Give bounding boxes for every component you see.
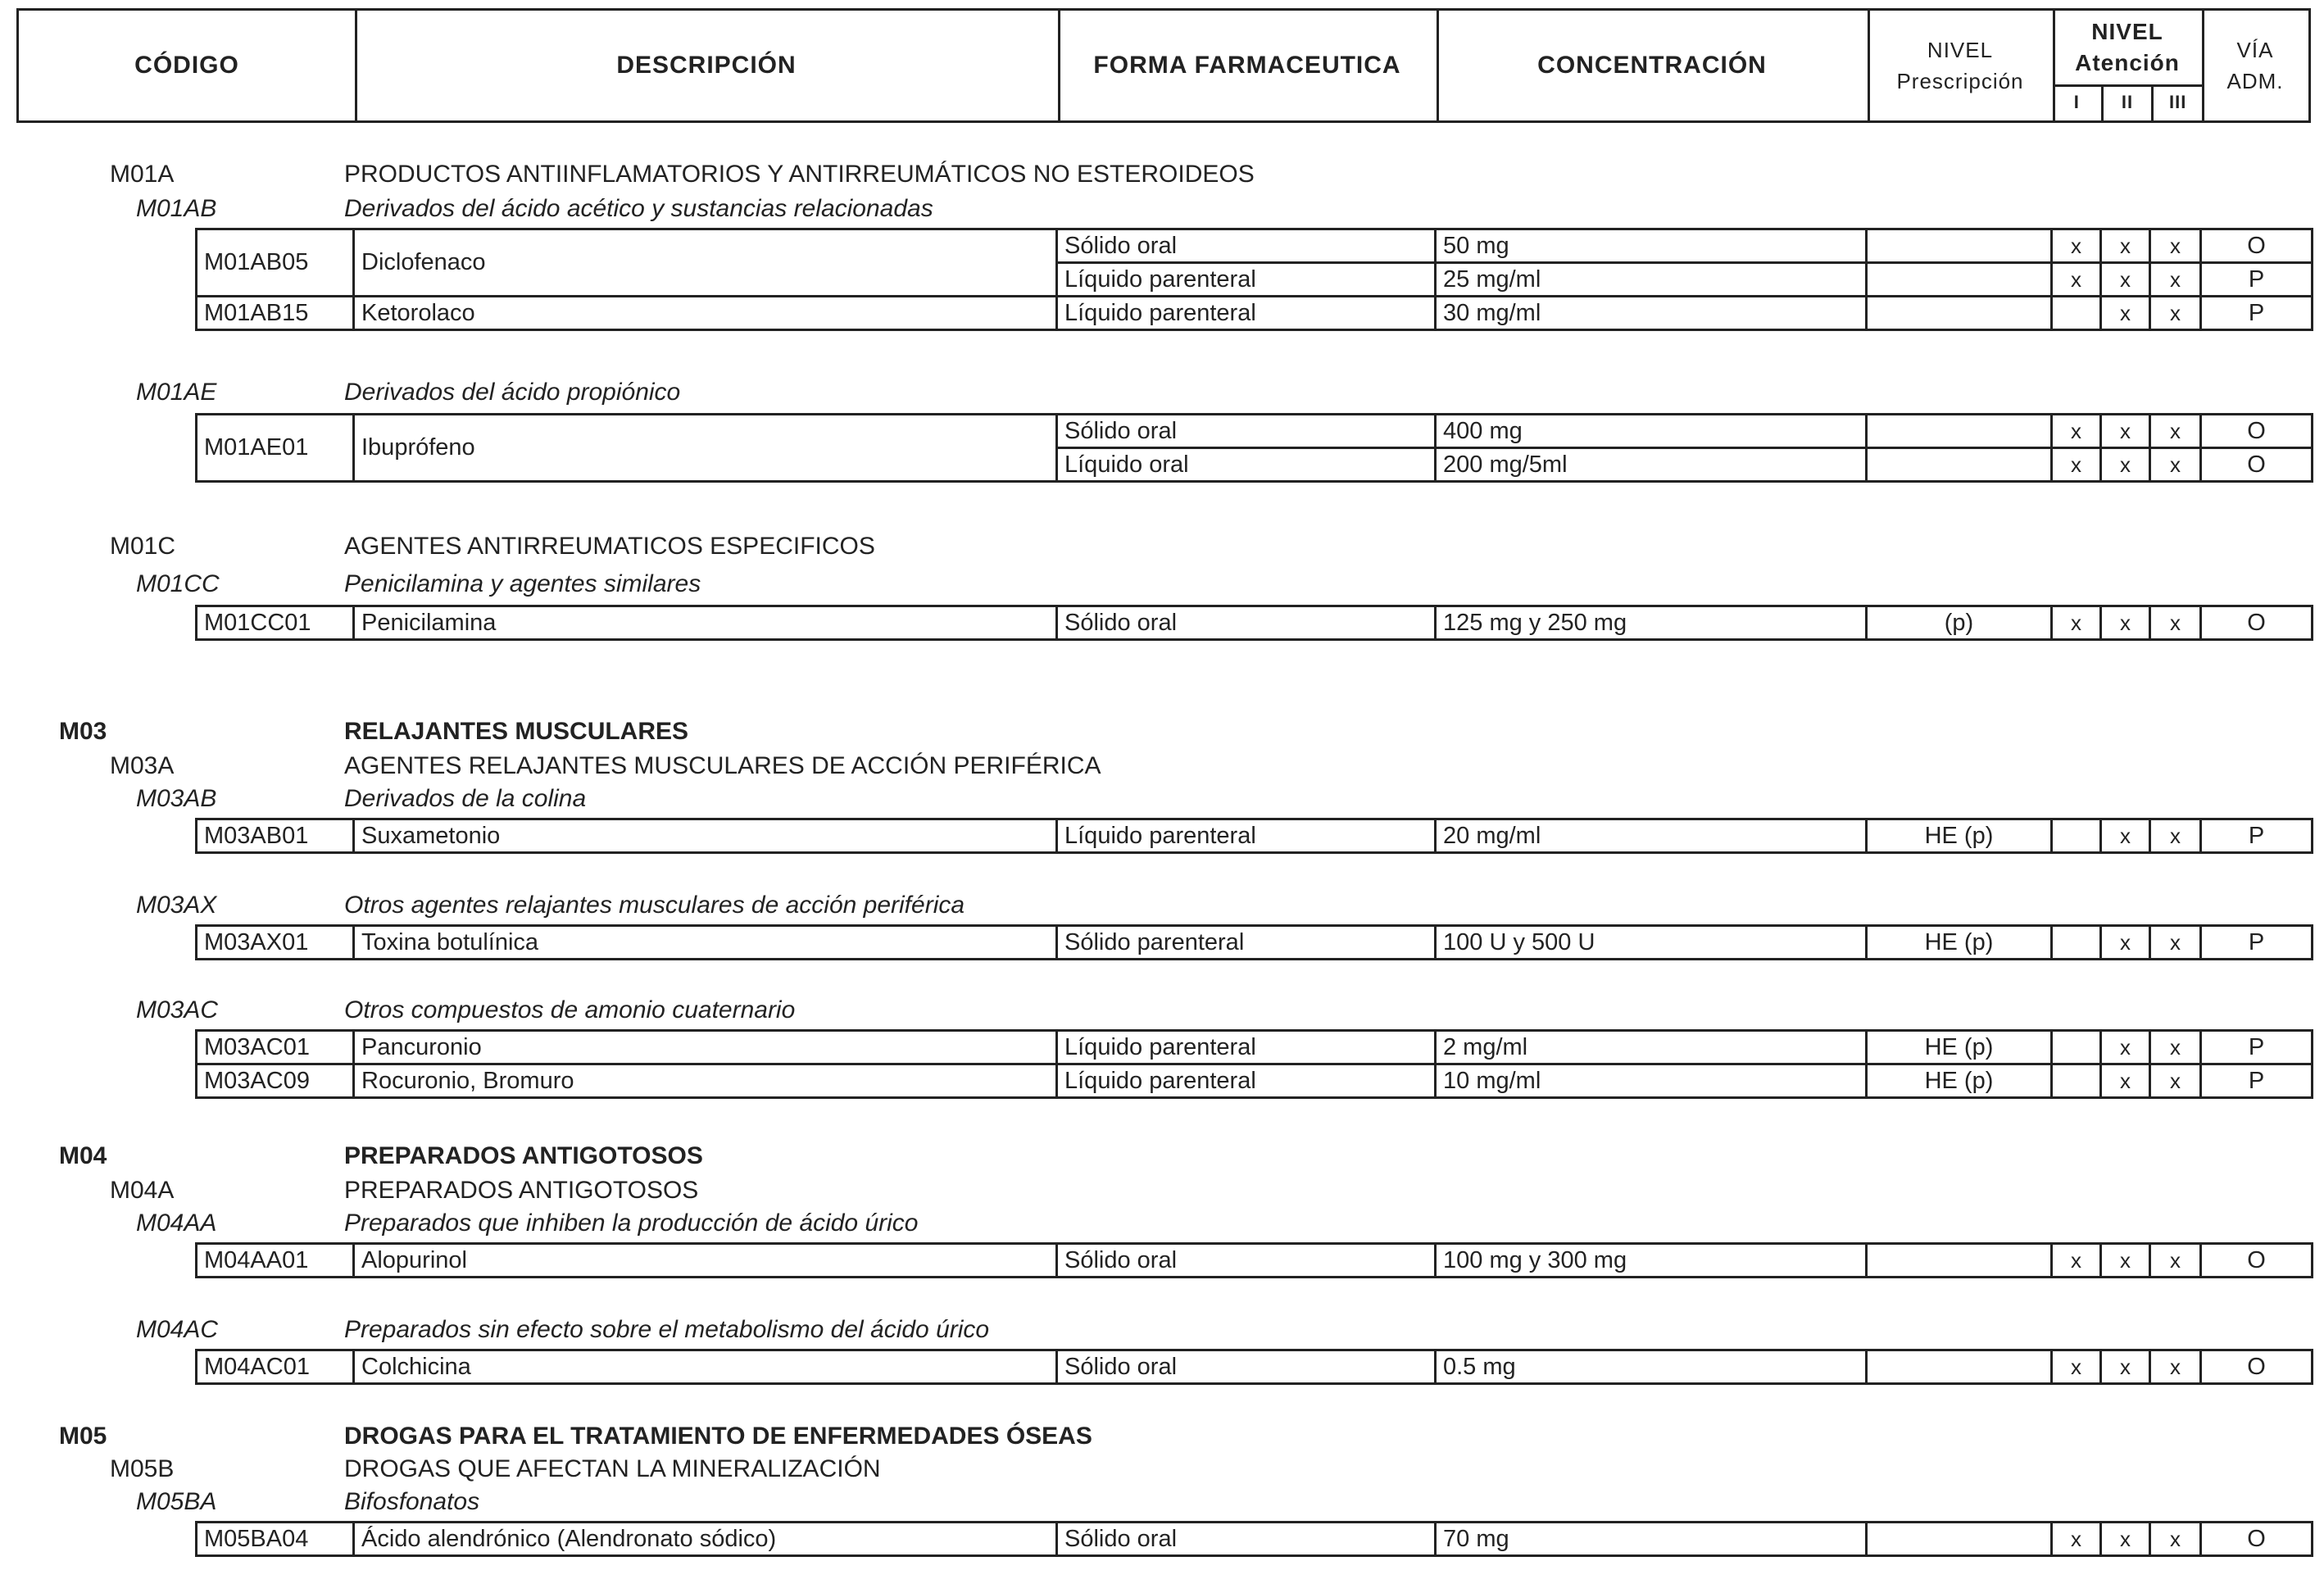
drug-nivel-ii: x [2101,415,2150,448]
header-descripcion: DESCRIPCIÓN [355,11,1060,120]
drug-via: P [2201,263,2313,297]
table-row [197,1244,2313,1278]
section-code: M03AC [136,996,219,1023]
header-atencion-i: I [2053,84,2104,120]
drug-nivel-prescripcion [1867,297,2052,330]
drug-concentracion: 70 mg [1436,1523,1867,1556]
table-row [197,1523,2313,1556]
drug-nivel-ii: x [2101,297,2150,330]
section-code: M04AC [136,1316,219,1343]
header-nivel-atencion [2053,11,2204,120]
drug-nivel-i: x [2052,1244,2101,1278]
drug-code: M01AB05 [197,229,354,297]
drug-concentracion: 10 mg/ml [1436,1064,1867,1098]
table-row [197,415,2313,448]
drug-code: M05BA04 [197,1523,354,1556]
drug-forma: Sólido oral [1057,415,1436,448]
drug-code: M04AA01 [197,1244,354,1278]
section-code: M05 [59,1423,107,1450]
drug-nivel-prescripcion: HE (p) [1867,926,2052,960]
drug-description: Rocuronio, Bromuro [354,1064,1057,1098]
drug-nivel-ii: x [2101,819,2150,853]
section-code: M03AB [136,785,217,812]
drug-nivel-ii: x [2101,606,2150,640]
drug-nivel-ii: x [2101,1031,2150,1064]
drug-nivel-i: x [2052,229,2101,263]
table-row [197,229,2313,263]
drug-nivel-prescripcion [1867,1523,2052,1556]
drug-nivel-prescripcion [1867,229,2052,263]
drug-description: Toxina botulínica [354,926,1057,960]
section-title: PRODUCTOS ANTIINFLAMATORIOS Y ANTIRREUMÁTICOS NO ESTEROIDEOS [344,161,1255,188]
drug-forma: Líquido parenteral [1057,1031,1436,1064]
drug-description: Penicilamina [354,606,1057,640]
header-via-line2: ADM. [2226,69,2284,93]
section-code: M03A [110,752,175,779]
drug-via: P [2201,819,2313,853]
table-row [197,1064,2313,1098]
drug-nivel-iii: x [2150,819,2201,853]
drug-nivel-ii: x [2101,1523,2150,1556]
section-code: M01AB [136,195,217,222]
drug-via: P [2201,297,2313,330]
drug-nivel-prescripcion: HE (p) [1867,1064,2052,1098]
drug-nivel-ii: x [2101,263,2150,297]
drug-via: O [2201,415,2313,448]
drug-forma: Sólido parenteral [1057,926,1436,960]
section-title: PREPARADOS ANTIGOTOSOS [344,1177,699,1204]
section-code: M01C [110,533,176,560]
drug-nivel-iii: x [2150,1523,2201,1556]
drug-nivel-ii: x [2101,229,2150,263]
drug-code: M01AE01 [197,415,354,482]
drug-nivel-iii: x [2150,606,2201,640]
drug-concentracion: 30 mg/ml [1436,297,1867,330]
drug-forma: Sólido oral [1057,606,1436,640]
section-code: M03AX [136,892,217,919]
drug-concentracion: 200 mg/5ml [1436,448,1867,482]
drug-nivel-iii: x [2150,415,2201,448]
drug-forma: Sólido oral [1057,1244,1436,1278]
drug-code: M04AC01 [197,1350,354,1384]
drug-description: Ketorolaco [354,297,1057,330]
section-title: DROGAS PARA EL TRATAMIENTO DE ENFERMEDADES ÓSEAS [344,1423,1092,1450]
drug-description: Ácido alendrónico (Alendronato sódico) [354,1523,1057,1556]
drug-nivel-i: x [2052,263,2101,297]
section-title: Derivados del ácido propiónico [344,379,681,406]
drug-nivel-iii: x [2150,926,2201,960]
drug-via: O [2201,1244,2313,1278]
drug-forma: Sólido oral [1057,1350,1436,1384]
section-code: M04AA [136,1210,217,1237]
section-code: M01A [110,161,175,188]
drug-concentracion: 100 U y 500 U [1436,926,1867,960]
drug-nivel-i: x [2052,1523,2101,1556]
section-code: M03 [59,718,107,745]
drug-nivel-i [2052,1064,2101,1098]
drug-nivel-i [2052,1031,2101,1064]
drug-nivel-iii: x [2150,448,2201,482]
section-title: Derivados de la colina [344,785,587,812]
header-nivel-prescripcion-line2: Prescripción [1896,69,2024,93]
drug-code: M01AB15 [197,297,354,330]
drug-via: O [2201,229,2313,263]
header-nivel-atencion-line1: NIVEL [2091,19,2163,44]
table-row [197,606,2313,640]
section-title: Preparados sin efecto sobre el metabolismo del ácido úrico [344,1316,990,1343]
drug-table-m01ab [195,228,2313,331]
table-row [197,1350,2313,1384]
section-title: Preparados que inhiben la producción de ácido úrico [344,1210,919,1237]
drug-nivel-i [2052,819,2101,853]
drug-via: O [2201,1350,2313,1384]
drug-forma: Líquido oral [1057,448,1436,482]
drug-nivel-i: x [2052,606,2101,640]
drug-table-m01ae [195,413,2313,483]
section-title: DROGAS QUE AFECTAN LA MINERALIZACIÓN [344,1455,881,1482]
drug-table-m05ba [195,1521,2313,1557]
header-atencion-iii: III [2169,92,2187,112]
drug-description: Alopurinol [354,1244,1057,1278]
drug-via: P [2201,1031,2313,1064]
drug-nivel-i: x [2052,448,2101,482]
drug-description: Diclofenaco [354,229,1057,297]
section-code: M05B [110,1455,175,1482]
drug-concentracion: 50 mg [1436,229,1867,263]
drug-description: Colchicina [354,1350,1057,1384]
drug-nivel-prescripcion: HE (p) [1867,1031,2052,1064]
header-nivel-prescripcion-line1: NIVEL [1927,38,1994,62]
section-code: M04A [110,1177,175,1204]
drug-description: Ibuprófeno [354,415,1057,482]
header-concentracion: CONCENTRACIÓN [1437,11,1870,120]
drug-forma: Líquido parenteral [1057,263,1436,297]
section-title: Otros agentes relajantes musculares de acción periférica [344,892,965,919]
drug-nivel-prescripcion [1867,448,2052,482]
section-title: Penicilamina y agentes similares [344,570,701,597]
section-code: M01AE [136,379,217,406]
drug-nivel-iii: x [2150,229,2201,263]
section-code: M05BA [136,1488,217,1515]
drug-code: M03AC01 [197,1031,354,1064]
table-header [16,8,2311,123]
drug-via: O [2201,448,2313,482]
section-title: Derivados del ácido acético y sustancias relacionadas [344,195,933,222]
header-via-line1: VÍA [2236,38,2274,62]
drug-forma: Sólido oral [1057,1523,1436,1556]
drug-nivel-prescripcion [1867,1244,2052,1278]
header-via-adm [2202,11,2308,120]
section-title: PREPARADOS ANTIGOTOSOS [344,1142,703,1169]
drug-nivel-prescripcion [1867,1350,2052,1384]
drug-concentracion: 0.5 mg [1436,1350,1867,1384]
drug-nivel-i: x [2052,1350,2101,1384]
drug-code: M01CC01 [197,606,354,640]
drug-nivel-iii: x [2150,1031,2201,1064]
drug-nivel-i: x [2052,415,2101,448]
drug-nivel-iii: x [2150,1244,2201,1278]
drug-nivel-ii: x [2101,1064,2150,1098]
drug-description: Suxametonio [354,819,1057,853]
header-nivel-atencion-line2: Atención [2075,50,2180,75]
header-forma: FORMA FARMACEUTICA [1058,11,1439,120]
drug-nivel-ii: x [2101,1244,2150,1278]
section-title: AGENTES RELAJANTES MUSCULARES DE ACCIÓN PERIFÉRICA [344,752,1101,779]
section-title: RELAJANTES MUSCULARES [344,718,689,745]
drug-forma: Sólido oral [1057,229,1436,263]
drug-nivel-ii: x [2101,448,2150,482]
header-nivel-prescripcion [1868,11,2055,120]
drug-nivel-iii: x [2150,297,2201,330]
section-title: Bifosfonatos [344,1488,480,1515]
drug-nivel-iii: x [2150,1350,2201,1384]
drug-via: O [2201,606,2313,640]
drug-nivel-ii: x [2101,926,2150,960]
table-row [197,926,2313,960]
drug-table-m03ax [195,924,2313,960]
table-row [197,297,2313,330]
drug-description: Pancuronio [354,1031,1057,1064]
drug-table-m04ac [195,1349,2313,1385]
drug-code: M03AC09 [197,1064,354,1098]
drug-table-m04aa [195,1242,2313,1278]
drug-table-m03ac [195,1029,2313,1099]
drug-concentracion: 100 mg y 300 mg [1436,1244,1867,1278]
section-title: Otros compuestos de amonio cuaternario [344,996,796,1023]
drug-nivel-i [2052,926,2101,960]
header-atencion-ii: II [2104,84,2154,120]
drug-forma: Líquido parenteral [1057,297,1436,330]
table-row [197,1031,2313,1064]
drug-nivel-ii: x [2101,1350,2150,1384]
drug-concentracion: 125 mg y 250 mg [1436,606,1867,640]
drug-nivel-prescripcion: (p) [1867,606,2052,640]
table-row [197,819,2313,853]
drug-forma: Líquido parenteral [1057,1064,1436,1098]
drug-code: M03AB01 [197,819,354,853]
drug-concentracion: 25 mg/ml [1436,263,1867,297]
drug-concentracion: 2 mg/ml [1436,1031,1867,1064]
drug-table-m03ab [195,818,2313,854]
drug-via: P [2201,926,2313,960]
drug-concentracion: 400 mg [1436,415,1867,448]
drug-nivel-iii: x [2150,263,2201,297]
drug-via: P [2201,1064,2313,1098]
header-codigo: CÓDIGO [19,11,357,120]
drug-nivel-prescripcion [1867,415,2052,448]
drug-table-m01cc [195,605,2313,641]
drug-via: O [2201,1523,2313,1556]
section-code: M01CC [136,570,220,597]
drug-concentracion: 20 mg/ml [1436,819,1867,853]
drug-code: M03AX01 [197,926,354,960]
drug-nivel-prescripcion [1867,263,2052,297]
drug-nivel-iii: x [2150,1064,2201,1098]
drug-forma: Líquido parenteral [1057,819,1436,853]
section-title: AGENTES ANTIRREUMATICOS ESPECIFICOS [344,533,875,560]
drug-nivel-prescripcion: HE (p) [1867,819,2052,853]
section-code: M04 [59,1142,107,1169]
drug-nivel-i [2052,297,2101,330]
